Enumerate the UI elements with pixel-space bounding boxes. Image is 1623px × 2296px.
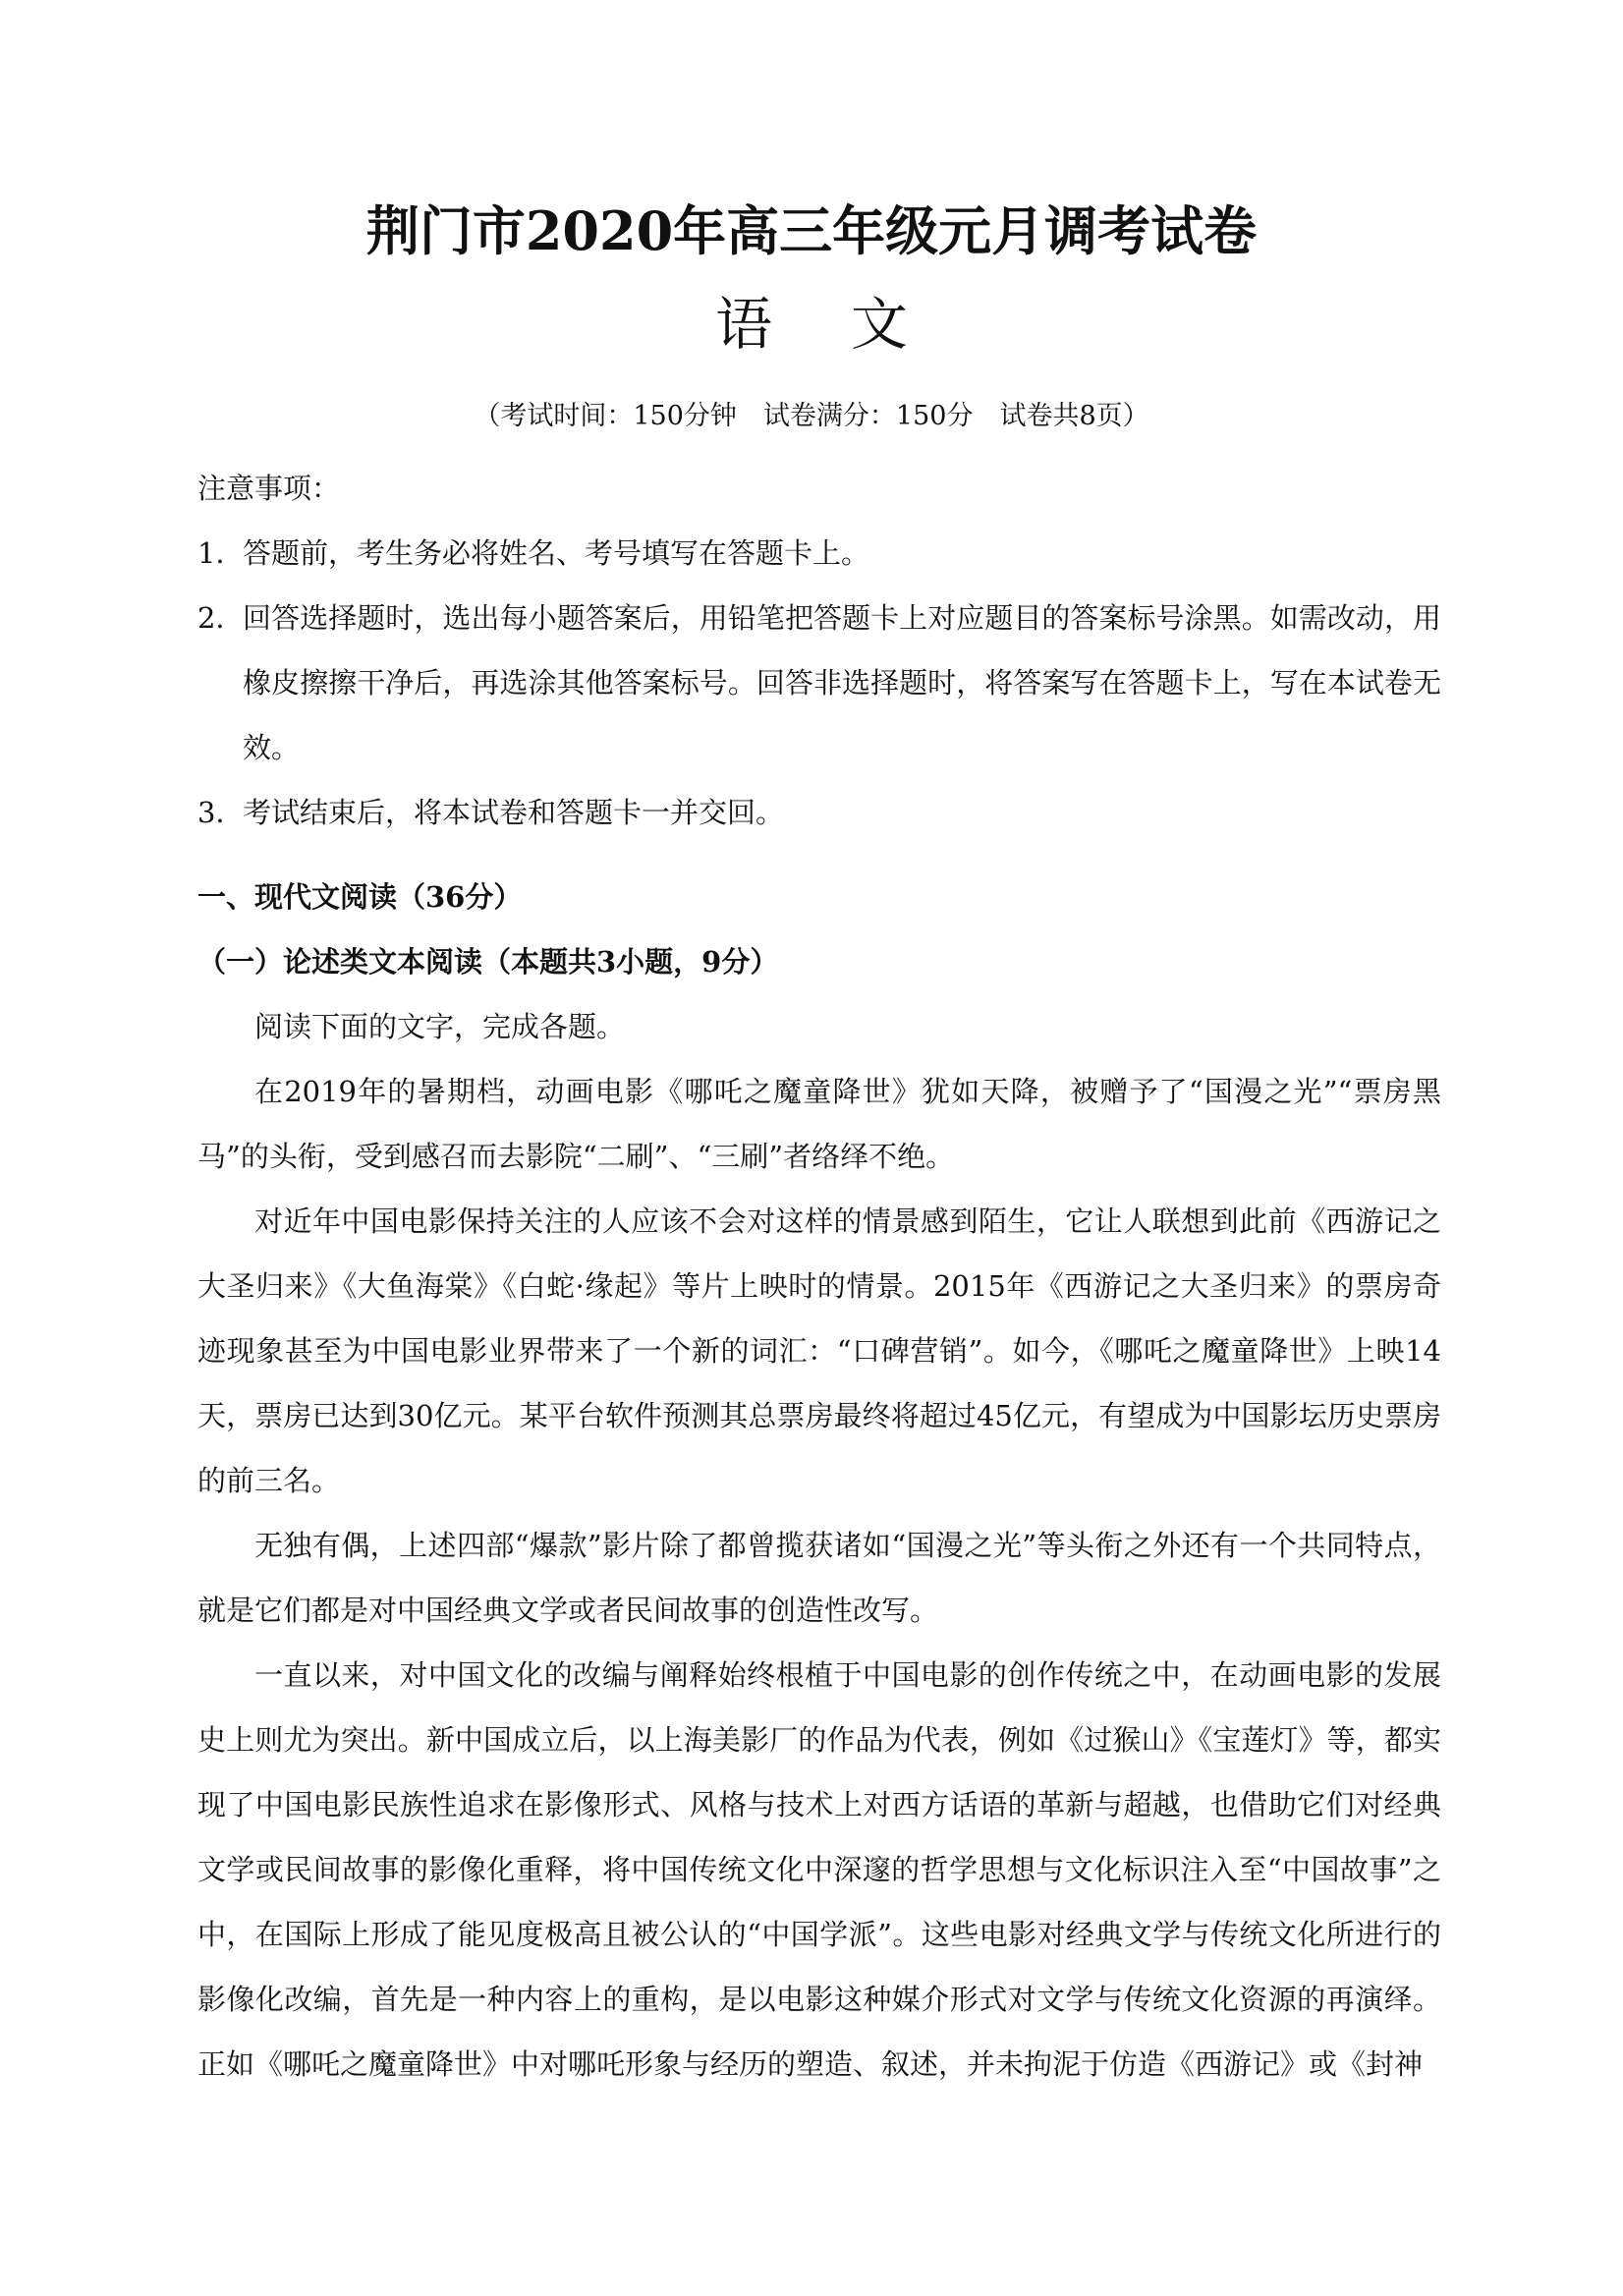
paragraph: 在2019年的暑期档，动画电影《哪吒之魔童降世》犹如天降，被赠予了“国漫之光”“票房黑马”的头衔，受到感召而去影院“二刷”、“三刷”者络绎不绝。 bbox=[197, 1075, 1441, 1173]
paragraph: 无独有偶，上述四部“爆款”影片除了都曾揽获诸如“国漫之光”等头衔之外还有一个共同特点，就是它们都是对中国经典文学或者民间故事的创造性改写。 bbox=[197, 1529, 1441, 1627]
section-heading: 一、现代文阅读（36分） bbox=[197, 880, 523, 914]
exam-title: 荆门市2020年高三年级元月调考试卷 bbox=[365, 199, 1258, 262]
notice-item-number: 3． bbox=[197, 796, 245, 829]
notice-item bbox=[197, 521, 1441, 586]
notice-item-text: 考试结束后，将本试卷和答题卡一并交回。 bbox=[243, 796, 785, 829]
notice-item-text: 回答选择题时，选出每小题答案后，用铅笔把答题卡上对应题目的答案标号涂黑。如需改动，用橡皮擦擦干净后，再选涂其他答案标号。回答非选择题时，将答案写在答题卡上，写在本试卷无效。 bbox=[243, 601, 1441, 764]
exam-info: （考试时间：150分钟 试卷满分：150分 试卷共8页） bbox=[474, 401, 1149, 431]
paragraph: 对近年中国电影保持关注的人应该不会对这样的情景感到陌生，它让人联想到此前《西游记之大圣归来》《大鱼海棠》《白蛇·缘起》等片上映时的情景。2015年《西游记之大圣归来》的票房奇迹现象甚至为中国电影业界带来了一个新的词汇：“口碑营销”。如今，《哪吒之魔童降世》上映14天，票房已达到30亿元。某平台软件预测其总票房最终将超过45亿元，有望成为中国影坛历史票房的前三名。 bbox=[197, 1204, 1441, 1497]
notice-item bbox=[197, 780, 1441, 845]
exam-content bbox=[197, 456, 1441, 2097]
notice-item bbox=[197, 586, 1441, 780]
notice-item-number: 1． bbox=[197, 536, 245, 570]
subsection-heading: （一）论述类文本阅读（本题共3小题，9分） bbox=[197, 945, 779, 979]
paragraph: 阅读下面的文字，完成各题。 bbox=[254, 1010, 626, 1043]
notice-heading: 注意事项： bbox=[197, 472, 341, 505]
paragraph: 一直以来，对中国文化的改编与阐释始终根植于中国电影的创作传统之中，在动画电影的发展史上则尤为突出。新中国成立后，以上海美影厂的作品为代表，例如《过猴山》《宝莲灯》等，都实现了中国电影民族性追求在影像形式、风格与技术上对西方话语的革新与超越，也借助它们对经典文学或民间故事的影像化重释，将中国传统文化中深邃的哲学思想与文化标识注入至“中国故事”之中，在国际上形成了能见度极高且被公认的“中国学派”。这些电影对经典文学与传统文化所进行的影像化改编，首先是一种内容上的重构，是以电影这种媒介形式对文学与传统文化资源的再演绎。正如《哪吒之魔童降世》中对哪吒形象与经历的塑造、叙述，并未拘泥于仿造《西游记》或《封神 bbox=[197, 1658, 1441, 2081]
subject-title: 语文 bbox=[714, 291, 986, 358]
notice-item-text: 答题前，考生务必将姓名、考号填写在答题卡上。 bbox=[243, 536, 870, 570]
notice-item-number: 2． bbox=[197, 601, 245, 635]
